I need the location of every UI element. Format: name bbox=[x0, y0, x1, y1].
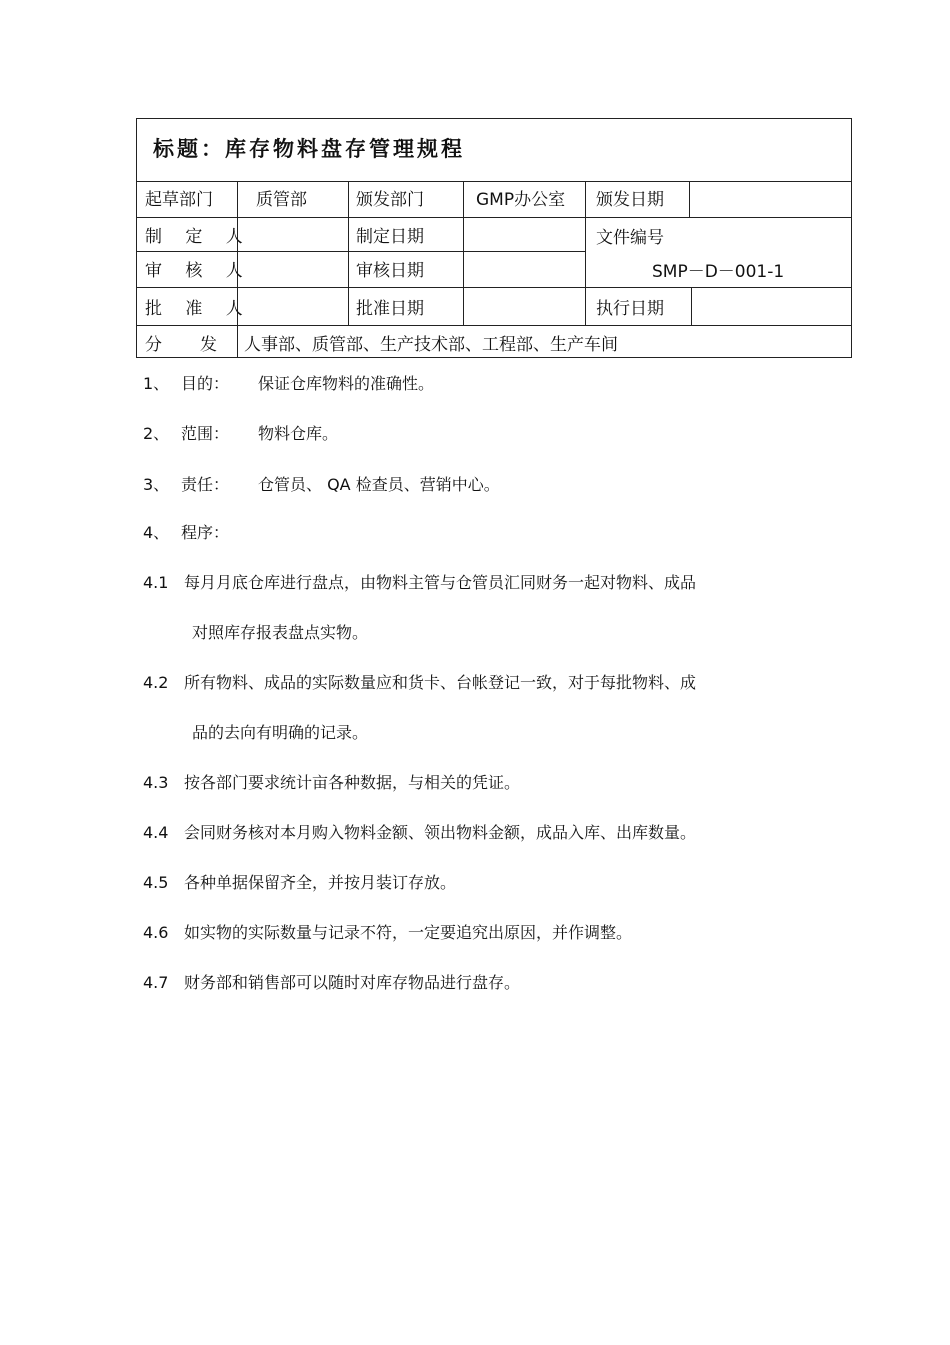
issue-dept-value: GMP办公室 bbox=[476, 190, 566, 210]
table-rule bbox=[463, 181, 464, 325]
draft-dept-label: 起草部门 bbox=[145, 190, 213, 210]
section-text: 物料仓库。 bbox=[258, 424, 339, 443]
section-text: 仓管员、 QA 检查员、营销中心。 bbox=[258, 475, 500, 494]
doc-no-value: SMP－D－001-1 bbox=[652, 262, 785, 282]
approve-date-label: 批准日期 bbox=[356, 299, 424, 319]
procedure-number: 4.7 bbox=[143, 973, 169, 992]
section-text: 保证仓库物料的准确性。 bbox=[258, 374, 435, 393]
maker-label: 制 定 人 bbox=[145, 227, 252, 247]
exec-date-label: 执行日期 bbox=[596, 299, 664, 319]
table-rule bbox=[137, 325, 851, 326]
section-number: 2、 bbox=[143, 424, 170, 443]
reviewer-label: 审 核 人 bbox=[145, 261, 252, 281]
procedure-text: 每月月底仓库进行盘点，由物料主管与仓管员汇同财务一起对物料、成品 bbox=[184, 573, 697, 592]
procedure-text-continued: 对照库存报表盘点实物。 bbox=[192, 623, 369, 642]
section-number: 4、 bbox=[143, 523, 170, 542]
table-rule bbox=[691, 287, 692, 325]
procedure-number: 4.2 bbox=[143, 673, 169, 692]
procedure-text: 会同财务核对本月购入物料金额、领出物料金额，成品入库、出库数量。 bbox=[184, 823, 697, 842]
procedure-text: 财务部和销售部可以随时对库存物品进行盘存。 bbox=[184, 973, 521, 992]
doc-no-label: 文件编号 bbox=[596, 228, 664, 248]
procedure-number: 4.1 bbox=[143, 573, 169, 592]
table-rule bbox=[348, 181, 349, 325]
document-title: 标题：库存物料盘存管理规程 bbox=[153, 137, 465, 161]
section-label: 责任： bbox=[181, 475, 230, 494]
issue-date-label: 颁发日期 bbox=[596, 190, 664, 210]
procedure-text-continued: 品的去向有明确的记录。 bbox=[192, 723, 369, 742]
section-label: 程序： bbox=[181, 523, 230, 542]
make-date-label: 制定日期 bbox=[356, 227, 424, 247]
table-rule bbox=[137, 217, 851, 218]
table-rule bbox=[585, 181, 586, 325]
procedure-text: 如实物的实际数量与记录不符，一定要追究出原因，并作调整。 bbox=[184, 923, 633, 942]
section-number: 3、 bbox=[143, 475, 170, 494]
section-number: 1、 bbox=[143, 374, 170, 393]
section-label: 范围： bbox=[181, 424, 230, 443]
table-rule bbox=[137, 251, 585, 252]
approver-label: 批 准 人 bbox=[145, 299, 252, 319]
procedure-text: 按各部门要求统计亩各种数据，与相关的凭证。 bbox=[184, 773, 521, 792]
section-label: 目的： bbox=[181, 374, 230, 393]
procedure-number: 4.3 bbox=[143, 773, 169, 792]
distribute-label: 分发 bbox=[145, 335, 255, 355]
procedure-number: 4.4 bbox=[143, 823, 169, 842]
distribute-value: 人事部、质管部、生产技术部、工程部、生产车间 bbox=[244, 335, 618, 355]
procedure-number: 4.5 bbox=[143, 873, 169, 892]
table-rule bbox=[137, 287, 851, 288]
draft-dept-value: 质管部 bbox=[256, 190, 307, 210]
table-rule bbox=[689, 181, 690, 217]
table-rule bbox=[137, 181, 851, 182]
procedure-text: 各种单据保留齐全，并按月装订存放。 bbox=[184, 873, 457, 892]
procedure-text: 所有物料、成品的实际数量应和货卡、台帐登记一致，对于每批物料、成 bbox=[184, 673, 697, 692]
document-header-table bbox=[136, 118, 852, 358]
issue-dept-label: 颁发部门 bbox=[356, 190, 424, 210]
review-date-label: 审核日期 bbox=[356, 261, 424, 281]
procedure-number: 4.6 bbox=[143, 923, 169, 942]
